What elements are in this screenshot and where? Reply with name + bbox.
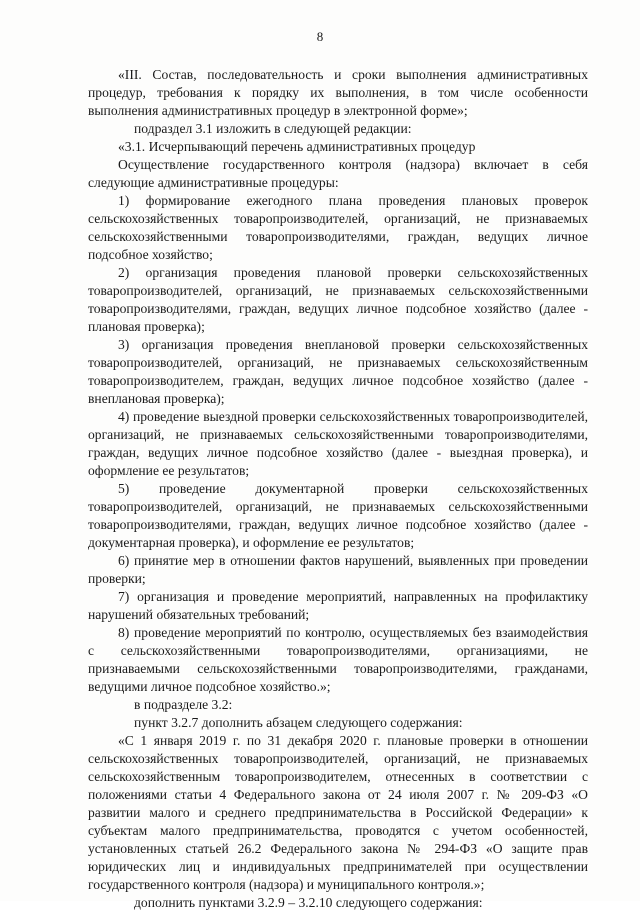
paragraph-quote-2019: «С 1 января 2019 г. по 31 декабря 2020 г. плановые проверки в отношении сельскохозяйственных товаропроизводителей, организаций, не признаваемых сельскохозяйственным товаропроизводителем, отнесенных в соответствии с положениями статьи 4 Федерального закона от 24 июля 2007 г. № 209-ФЗ «О развитии малого и среднего предпринимательства в Российской Федерации» к субъектам малого предпринимательства, проводятся с учетом особенностей, установленных статьей 26.2 Федерального закона № 294-ФЗ «О защите прав юридических лиц и индивидуальных предпринимателей при осуществлении государственного контроля (надзора) и муниципального контроля.»; (88, 733, 588, 892)
list-item-6: 6) принятие мер в отношении фактов нарушений, выявленных при проведении проверки; (88, 553, 588, 586)
section-heading-quote: «III. Состав, последовательность и сроки выполнения административных процедур, требования к порядку их выполнения, в том числе особенности выполнения административных процедур в электронной форме»; (88, 67, 588, 118)
list-item-1: 1) формирование ежегодного плана проведения плановых проверок сельскохозяйственных товаропроизводителей, организаций, не признаваемых сельскохозяйственными товаропроизводителями, граждан, ведущих личное подсобное хозяйство; (88, 193, 588, 262)
list-item-8: 8) проведение мероприятий по контролю, осуществляемых без взаимодействия с сельскохозяйственными товаропроизводителями, организациями, не признаваемыми сельскохозяйственными товаропроизводителями, гражданами, ведущими личное подсобное хозяйство.»; (88, 625, 588, 694)
list-item-4: 4) проведение выездной проверки сельскохозяйственных товаропроизводителей, организаций, не признаваемых сельскохозяйственными товаропроизводителями, граждан, ведущих личное подсобное хозяйство (далее - выездная проверка), и оформление ее результатов; (88, 409, 588, 478)
paragraph-add-points: дополнить пунктами 3.2.9 – 3.2.10 следующего содержания: (134, 895, 483, 910)
list-item-3: 3) организация проведения внеплановой проверки сельскохозяйственных товаропроизводителей, организаций, не признаваемых сельскохозяйственным товаропроизводителем, граждан, ведущих личное подсобное хозяйство (далее - внеплановая проверка); (88, 337, 588, 406)
document-body (88, 66, 588, 912)
list-item-7: 7) организация и проведение мероприятий, направленных на профилактику нарушений обязательных требований; (88, 589, 588, 622)
page-number: 8 (316, 29, 324, 44)
paragraph-point-3-2-7: пункт 3.2.7 дополнить абзацем следующего содержания: (134, 715, 463, 730)
paragraph-intro: Осуществление государственного контроля (надзора) включает в себя следующие административные процедуры: (88, 157, 588, 190)
list-item-5: 5) проведение документарной проверки сельскохозяйственных товаропроизводителей, организаций, не признаваемых сельскохозяйственными товаропроизводителями, граждан, ведущих личное подсобное хозяйство (далее - документарная проверка), и оформление ее результатов; (88, 481, 588, 550)
paragraph-subsection-3-1: подраздел 3.1 изложить в следующей редакции: (134, 121, 412, 136)
paragraph-3-1-title: «3.1. Исчерпывающий перечень административных процедур (118, 139, 476, 154)
paragraph-subsection-3-2: в подразделе 3.2: (134, 697, 233, 712)
list-item-2: 2) организация проведения плановой проверки сельскохозяйственных товаропроизводителей, организаций, не признаваемых сельскохозяйственными товаропроизводителями, граждан, ведущих личное подсобное хозяйство (далее - плановая проверка); (88, 265, 588, 334)
